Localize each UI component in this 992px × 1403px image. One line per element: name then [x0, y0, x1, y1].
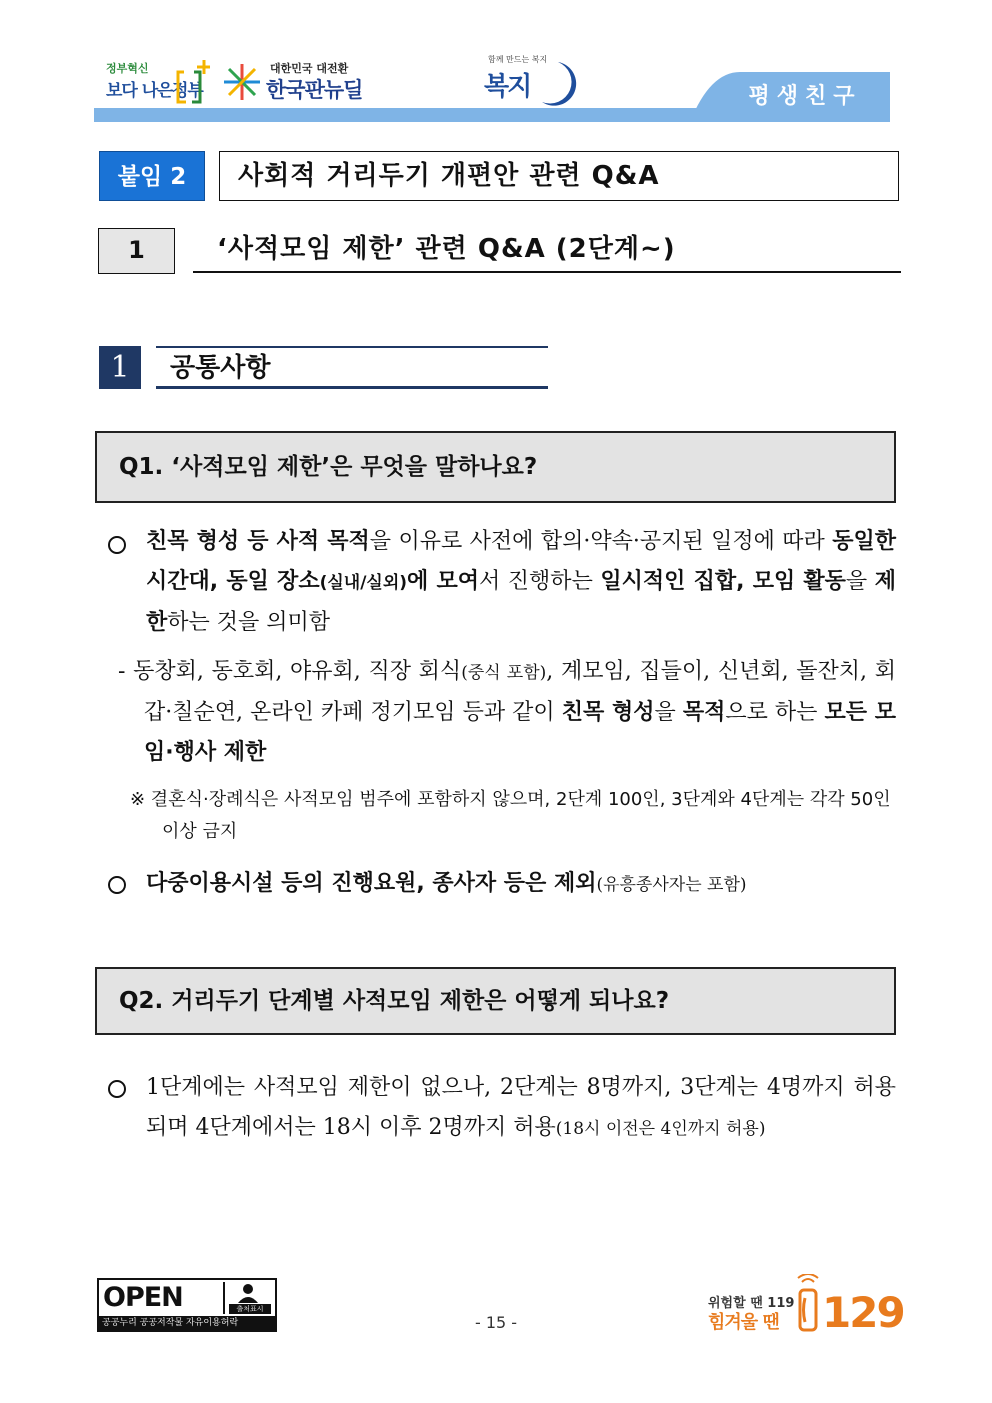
- plus-bracket-icon: [164, 58, 210, 104]
- header-tab-label: 평생친구: [748, 84, 862, 109]
- attachment-title: 사회적 거리두기 개편안 관련 Q&A: [219, 151, 899, 201]
- crescent-icon: [528, 58, 578, 108]
- q1-paragraph-2: 다중이용시설 등의 진행요원, 종사자 등은 제외(유흥종사자는 포함): [146, 871, 747, 896]
- section-title: ‘사적모임 제한’ 관련 Q&A (2단계~): [193, 226, 901, 273]
- q1-paragraph-1: 친목 형성 등 사적 목적을 이유로 사전에 합의·약속·공지된 일정에 따라 동일한 시간대, 동일 장소(실내/실외)에 모여서 진행하는 일시적인 집합, 모임 활동을 제한하는 것을 의미함: [146, 529, 896, 635]
- circle-bullet-icon: [108, 1080, 126, 1098]
- circle-bullet-icon: [108, 536, 126, 554]
- question-1-box: Q1. ‘사적모임 제한’은 무엇을 말하나요?: [95, 431, 896, 503]
- logo-welfare: 함께 만드는 복지 복지: [484, 54, 584, 110]
- phone-icon: [794, 1274, 822, 1334]
- q2-paragraph-1: 1단계에는 사적모임 제한이 없으나, 2단계는 8명까지, 3단계는 4명까지 허용되며 4단계에서는 18시 이후 2명까지 허용(18시 이전은 4인까지 허용): [146, 1075, 896, 1140]
- question-2-box: Q2. 거리두기 단계별 사적모임 제한은 어떻게 되나요?: [95, 967, 896, 1035]
- subsection-number: 1: [99, 346, 141, 389]
- subsection-rule-top: [156, 346, 548, 348]
- attachment-badge: 붙임 2: [99, 151, 205, 201]
- logo-korean-new-deal: 대한민국 대전환 한국판뉴딜: [222, 58, 382, 108]
- open-license-logo: OPEN 출처표시 공공누리 공공저작물 자유이용허락: [97, 1278, 277, 1332]
- hotline-129-logo: 위험할 땐 119 힘겨울 땐 129: [708, 1274, 898, 1336]
- logo-gov-innovation: 정부혁신 보다 나은 정부: [104, 58, 214, 108]
- q1-dash-item: - 동창회, 동호회, 야유회, 직장 회식(중식 포함), 계모임, 집들이, 신년회, 돌잔치, 회갑·칠순연, 온라인 카페 정기모임 등과 같이 친목 형성을 목적으로 하는 모든 모임·행사 제한: [118, 659, 896, 765]
- circle-bullet-icon: [108, 876, 126, 894]
- q1-note: ※ 결혼식·장례식은 사적모임 범주에 포함하지 않으며, 2단계 100인, 3단계와 4단계는 각각 50인 이상 금지: [130, 789, 891, 842]
- star-burst-icon: [222, 62, 262, 102]
- subsection-rule-bottom: [156, 386, 548, 389]
- subsection-title: 공통사항: [170, 353, 271, 383]
- person-icon: 출처표시: [223, 1282, 273, 1314]
- section-number: 1: [98, 228, 175, 274]
- page-number: - 15 -: [474, 1313, 518, 1332]
